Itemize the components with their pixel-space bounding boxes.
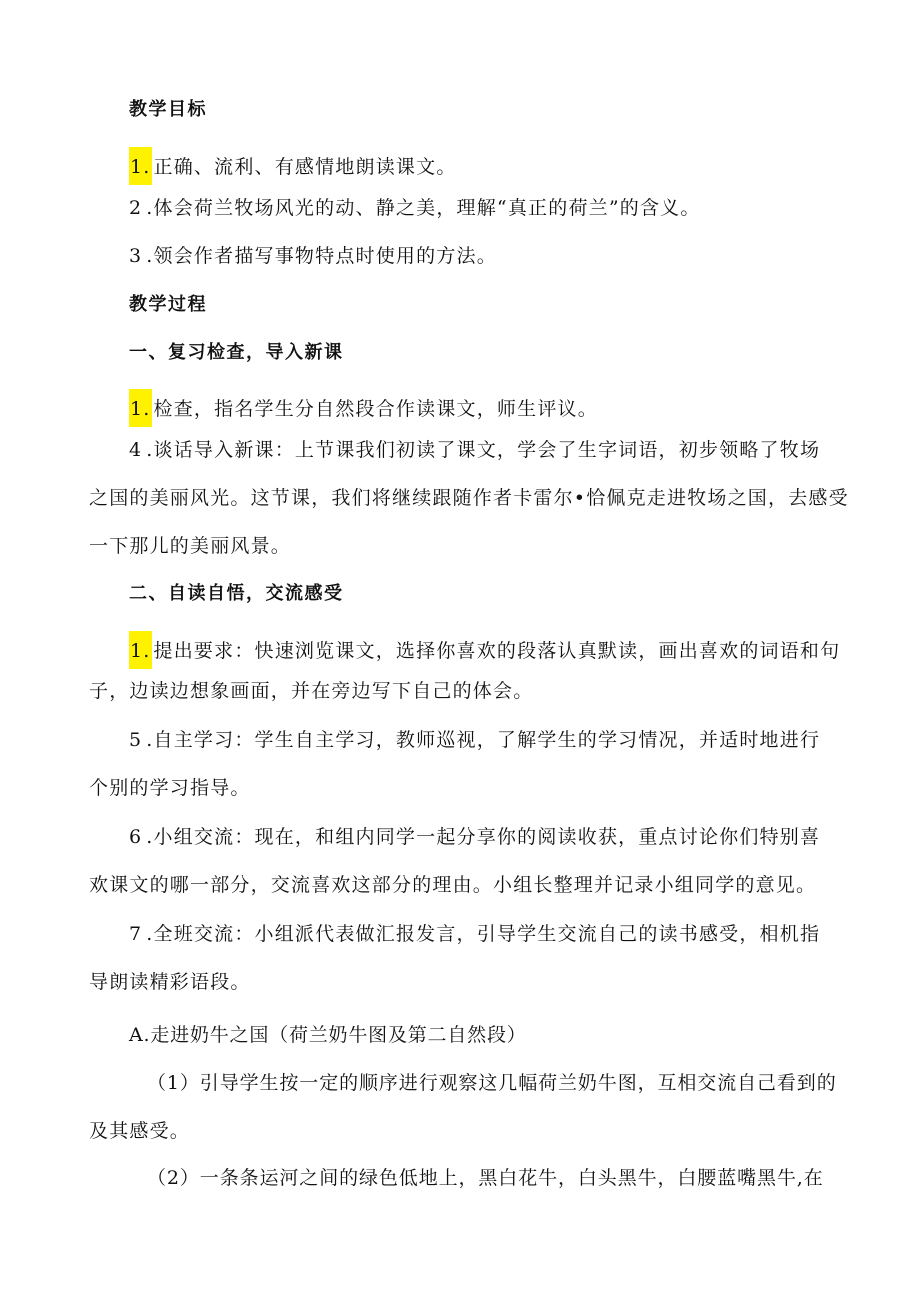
subsection-a-title: A.走进奶牛之国（荷兰奶牛图及第二自然段） [129, 1024, 527, 1046]
subsection-a-item-2-line-1: （2）一条条运河之间的绿色低地上，黑白花牛，白头黑牛，白腰蓝嘴黑牛,在 [147, 1167, 824, 1189]
section-two-item-1-number: 1. [129, 631, 152, 669]
section-two-item-3-line-2: 欢课文的哪一部分，交流喜欢这部分的理由。小组长整理并记录小组同学的意见。 [89, 874, 817, 896]
section-two-item-2-line-1 [129, 728, 820, 752]
section-one-item-2-text-1: .谈话导入新课：上节课我们初读了课文，学会了生字词语，初步领略了牧场 [146, 439, 821, 461]
section-two-item-2-text-1: .自主学习：学生自主学习，教师巡视，了解学生的学习情况，并适时地进行 [146, 729, 821, 751]
section-one-item-2-line-2: 之国的美丽风光。这节课，我们将继续跟随作者卡雷尔•恰佩克走进牧场之国，去感受 [89, 487, 849, 509]
subsection-a-item-1-line-2: 及其感受。 [89, 1120, 191, 1142]
heading-teaching-process: 教学过程 [129, 294, 207, 315]
goal-item-1 [129, 147, 457, 185]
heading-teaching-goals: 教学目标 [129, 99, 207, 120]
goal-2-text: .体会荷兰牧场风光的动、静之美，理解“真正的荷兰”的含义。 [146, 197, 701, 219]
section-two-item-4-line-1 [129, 922, 820, 946]
goal-2-number: 2 [129, 197, 143, 219]
section-two-item-1-line-2: 子，边读边想象画面，并在旁边写下自己的体会。 [89, 680, 534, 702]
section-one-item-1-number: 1. [129, 389, 152, 427]
heading-section-one: 一、复习检查，导入新课 [129, 342, 344, 363]
section-one-item-2-line-3: 一下那儿的美丽风景。 [89, 535, 292, 557]
goal-3-number: 3 [129, 245, 143, 267]
goal-1-number: 1. [129, 147, 152, 185]
section-two-item-2-line-2: 个别的学习指导。 [89, 777, 251, 799]
heading-section-two: 二、自读自悟，交流感受 [129, 583, 344, 604]
subsection-a-item-1-line-1: （1）引导学生按一定的顺序进行观察这几幅荷兰奶牛图，互相交流自己看到的 [147, 1072, 837, 1094]
section-two-item-4-number: 7 [129, 923, 143, 945]
section-one-item-2-line-1 [129, 438, 820, 462]
section-one-item-1 [129, 389, 598, 427]
goal-item-2 [129, 196, 701, 220]
section-two-item-1-text-1: 提出要求：快速浏览课文，选择你喜欢的段落认真默读，画出喜欢的词语和句 [153, 640, 841, 662]
section-two-item-3-number: 6 [129, 826, 143, 848]
goal-3-text: .领会作者描写事物特点时使用的方法。 [146, 245, 497, 267]
section-two-item-4-line-2: 导朗读精彩语段。 [89, 971, 251, 993]
section-one-item-1-text: 检查，指名学生分自然段合作读课文，师生评议。 [153, 398, 598, 420]
section-one-item-2-number: 4 [129, 439, 143, 461]
section-two-item-4-text-1: .全班交流：小组派代表做汇报发言，引导学生交流自己的读书感受，相机指 [146, 923, 821, 945]
goal-1-text: 正确、流利、有感情地朗读课文。 [153, 156, 457, 178]
section-two-item-3-text-1: .小组交流：现在，和组内同学一起分享你的阅读收获，重点讨论你们特别喜 [146, 826, 821, 848]
section-two-item-1-line-1 [129, 631, 840, 669]
goal-item-3 [129, 244, 497, 268]
section-two-item-3-line-1 [129, 825, 820, 849]
section-two-item-2-number: 5 [129, 729, 143, 751]
